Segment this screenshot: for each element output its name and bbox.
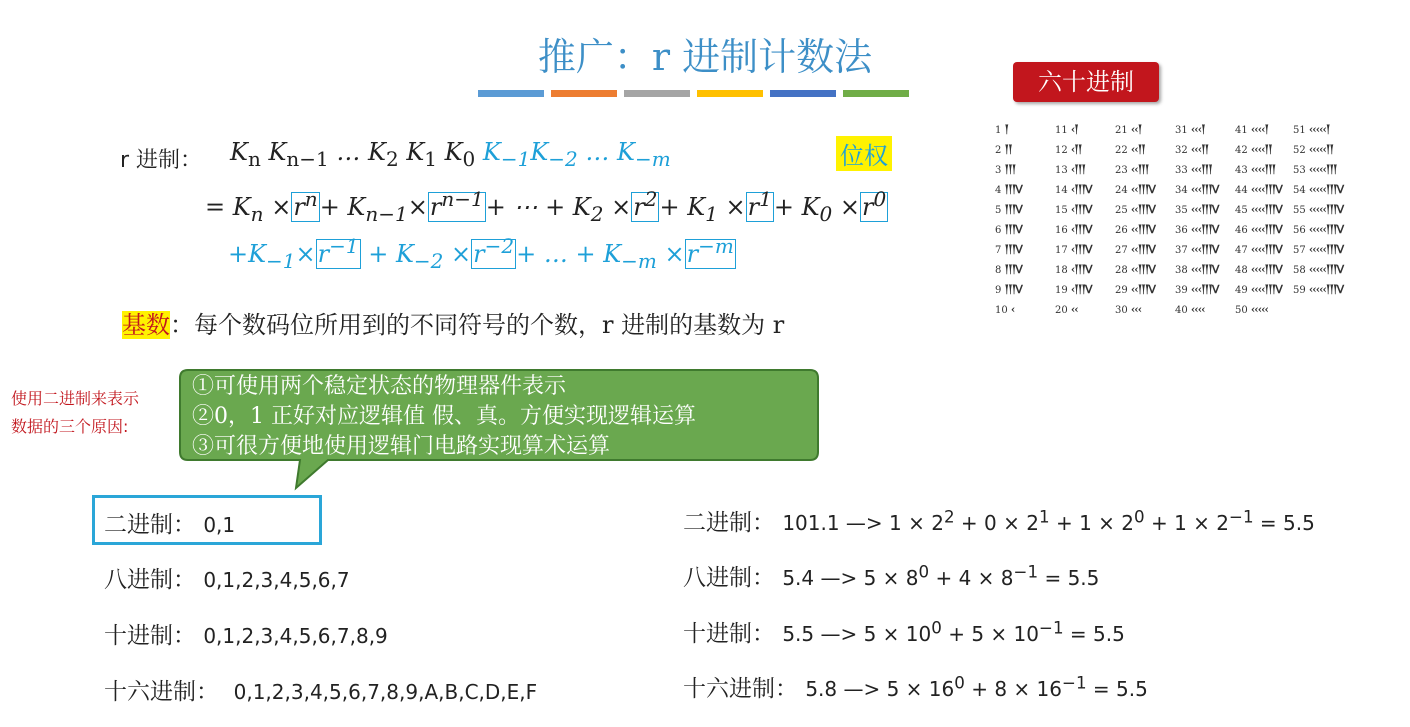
babylonian-numeral	[1175, 180, 1218, 200]
babylonian-numeral	[1175, 200, 1218, 220]
babylonian-numeral	[995, 280, 1022, 300]
cuneiform-glyph-icon: 𒁹𒁹𒁹ᐯ	[1004, 263, 1022, 276]
numeral-value: 8	[995, 265, 1005, 276]
babylonian-numeral	[1293, 140, 1343, 160]
babylonian-numeral	[995, 140, 1022, 160]
numeral-value: 3	[995, 165, 1005, 176]
cuneiform-glyph-icon: ‹‹‹‹‹𒁹	[1308, 123, 1330, 136]
numeral-value: 16	[1055, 225, 1071, 236]
babylonian-numeral	[1055, 280, 1092, 300]
babylonian-numeral	[1175, 280, 1218, 300]
babylonian-numeral	[1115, 160, 1155, 180]
reason-item: ②0，1 正好对应逻辑值 假、真。方便实现逻辑运算	[192, 404, 696, 429]
babylonian-numeral	[1055, 220, 1092, 240]
numeral-value: 21	[1115, 125, 1131, 136]
babylonian-numeral	[1115, 180, 1155, 200]
numeral-value: 51	[1293, 125, 1309, 136]
cuneiform-glyph-icon: ‹‹‹𒁹𒁹𒁹ᐯ	[1190, 243, 1219, 256]
expansion-formula-integer: = $K_n \times r^n+ K_{n-1}\times r^{n-1}+$ ⋯ + $K_2 \times r^2+ K_1 \times r^1+ K_0 \times r^0$	[205, 187, 887, 226]
numeral-value: 57	[1293, 245, 1309, 256]
babylonian-numeral	[1293, 260, 1343, 280]
accent-bar	[770, 90, 836, 97]
babylonian-numeral	[1055, 300, 1092, 320]
reasons-label-line2: 数据的三个原因:	[11, 417, 129, 436]
babylonian-numeral	[1055, 120, 1092, 140]
babylonian-numeral	[1115, 200, 1155, 220]
cuneiform-glyph-icon: ‹‹𒁹𒁹	[1130, 143, 1145, 156]
babylonian-numeral	[995, 260, 1022, 280]
cuneiform-glyph-icon: 𒁹𒁹𒁹ᐯ	[1004, 203, 1022, 216]
numeral-value: 56	[1293, 225, 1309, 236]
cuneiform-glyph-icon: ‹‹‹‹‹𒁹𒁹𒁹ᐯ	[1308, 203, 1344, 216]
babylonian-numeral	[1235, 120, 1282, 140]
numeral-value: 39	[1175, 285, 1191, 296]
cuneiform-glyph-icon: ‹‹‹‹𒁹𒁹𒁹ᐯ	[1250, 243, 1282, 256]
cuneiform-glyph-icon: 𒁹𒁹𒁹	[1004, 163, 1016, 176]
cuneiform-glyph-icon: ‹‹‹‹𒁹𒁹𒁹ᐯ	[1250, 183, 1282, 196]
sexagesimal-badge: 六十进制	[1013, 62, 1159, 102]
babylonian-numeral	[1293, 240, 1343, 260]
babylonian-column	[1293, 120, 1343, 300]
cuneiform-glyph-icon: ‹𒁹𒁹𒁹ᐯ	[1070, 223, 1092, 236]
cuneiform-glyph-icon: ‹‹𒁹𒁹𒁹ᐯ	[1130, 183, 1155, 196]
babylonian-numeral	[1055, 260, 1092, 280]
numeral-value: 47	[1235, 245, 1251, 256]
numeral-value: 14	[1055, 185, 1071, 196]
numeral-value: 31	[1175, 125, 1191, 136]
cuneiform-glyph-icon: 𒁹𒁹𒁹ᐯ	[1004, 243, 1022, 256]
cuneiform-glyph-icon: ‹‹‹‹‹𒁹𒁹𒁹ᐯ	[1308, 243, 1344, 256]
numeral-value: 40	[1175, 305, 1191, 316]
accent-bar	[551, 90, 617, 97]
cuneiform-glyph-icon: ‹‹‹‹‹𒁹𒁹𒁹ᐯ	[1308, 183, 1344, 196]
example-label: 二进制：	[683, 510, 775, 536]
cuneiform-glyph-icon: ‹𒁹	[1070, 123, 1078, 136]
numeral-value: 29	[1115, 285, 1131, 296]
babylonian-numeral	[1175, 300, 1218, 320]
babylonian-numeral	[995, 220, 1022, 240]
numeral-value: 2	[995, 145, 1005, 156]
accent-bar	[843, 90, 909, 97]
cuneiform-glyph-icon: ‹𒁹𒁹𒁹	[1070, 163, 1086, 176]
cuneiform-glyph-icon: ‹‹‹‹‹𒁹𒁹𒁹	[1308, 163, 1337, 176]
numeral-value: 33	[1175, 165, 1191, 176]
babylonian-numeral	[1235, 300, 1282, 320]
babylonian-numeral	[1055, 140, 1092, 160]
babylonian-numeral	[1115, 140, 1155, 160]
digit-set-row: 二进制： 0,1	[104, 512, 236, 538]
babylonian-column	[1235, 120, 1282, 320]
numeral-value: 4	[995, 185, 1005, 196]
numeral-value: 30	[1115, 305, 1131, 316]
reason-item: ③可很方便地使用逻辑门电路实现算术运算	[192, 434, 611, 459]
numeral-value: 53	[1293, 165, 1309, 176]
reasons-label-line1: 使用二进制来表示	[11, 389, 140, 408]
numeral-value: 35	[1175, 205, 1191, 216]
numeral-value: 49	[1235, 285, 1251, 296]
numeral-value: 42	[1235, 145, 1251, 156]
cuneiform-glyph-icon: ‹𒁹𒁹𒁹ᐯ	[1070, 243, 1092, 256]
conversion-example: 八进制： 5.4 —> $5 \times 8^0 + 4 \times 8^{-1} = 5.5$	[683, 562, 1100, 591]
cuneiform-glyph-icon: ‹𒁹𒁹𒁹ᐯ	[1070, 263, 1092, 276]
conversion-example: 十六进制： 5.8 —> $5 \times 16^0 + 8 \times 16^{-1} = 5.5$	[683, 673, 1148, 702]
example-label: 十进制：	[683, 621, 775, 647]
base-definition	[122, 305, 784, 340]
numeral-value: 38	[1175, 265, 1191, 276]
numeral-value: 58	[1293, 265, 1309, 276]
babylonian-numeral	[1055, 180, 1092, 200]
numeral-value: 10	[995, 305, 1011, 316]
babylonian-numeral	[1235, 260, 1282, 280]
numeral-value: 50	[1235, 305, 1251, 316]
cuneiform-glyph-icon: ‹‹‹𒁹𒁹𒁹	[1190, 163, 1212, 176]
accent-bar	[624, 90, 690, 97]
numeral-value: 27	[1115, 245, 1131, 256]
cuneiform-glyph-icon: ‹𒁹𒁹𒁹ᐯ	[1070, 203, 1092, 216]
babylonian-numeral	[1055, 240, 1092, 260]
cuneiform-glyph-icon: ‹‹𒁹𒁹𒁹ᐯ	[1130, 263, 1155, 276]
babylonian-numeral	[995, 200, 1022, 220]
cuneiform-glyph-icon: ‹‹‹𒁹𒁹𒁹ᐯ	[1190, 283, 1219, 296]
numeral-value: 15	[1055, 205, 1071, 216]
cuneiform-glyph-icon: ‹‹𒁹𒁹𒁹ᐯ	[1130, 223, 1155, 236]
babylonian-numeral	[1293, 180, 1343, 200]
numeral-value: 1	[995, 125, 1005, 136]
babylonian-column	[1175, 120, 1218, 320]
cuneiform-glyph-icon: ‹‹‹‹𒁹𒁹𒁹ᐯ	[1250, 203, 1282, 216]
numeral-value: 25	[1115, 205, 1131, 216]
babylonian-numeral	[1055, 200, 1092, 220]
digit-set-row: 八进制： 0,1,2,3,4,5,6,7	[104, 567, 350, 593]
cuneiform-glyph-icon: ‹‹‹𒁹𒁹𒁹ᐯ	[1190, 263, 1219, 276]
numeral-value: 36	[1175, 225, 1191, 236]
babylonian-numeral	[1175, 140, 1218, 160]
cuneiform-glyph-icon: ‹‹𒁹𒁹𒁹ᐯ	[1130, 203, 1155, 216]
babylonian-numeral	[1235, 220, 1282, 240]
cuneiform-glyph-icon: ‹‹‹‹‹𒁹𒁹	[1308, 143, 1334, 156]
babylonian-numeral	[1115, 220, 1155, 240]
babylonian-numeral-table	[995, 120, 1347, 360]
cuneiform-glyph-icon: ‹‹‹‹𒁹𒁹𒁹ᐯ	[1250, 223, 1282, 236]
cuneiform-glyph-icon: 𒁹𒁹𒁹ᐯ	[1004, 223, 1022, 236]
numeral-value: 55	[1293, 205, 1309, 216]
accent-bar	[478, 90, 544, 97]
numeral-value: 26	[1115, 225, 1131, 236]
cuneiform-glyph-icon: ‹‹‹‹𒁹	[1250, 123, 1269, 136]
numeral-value: 34	[1175, 185, 1191, 196]
numeral-value: 12	[1055, 145, 1071, 156]
babylonian-numeral	[1175, 160, 1218, 180]
accent-bar	[697, 90, 763, 97]
numeral-value: 9	[995, 285, 1005, 296]
babylonian-numeral	[995, 160, 1022, 180]
babylonian-numeral	[1175, 260, 1218, 280]
numeral-value: 5	[995, 205, 1005, 216]
digit-string-formula: $K_n$ $K_{n-1}$ … $K_2$ $K_1$ $K_0$ $K_{-1}K_{-2}$ … $K_{-m}$	[230, 138, 671, 171]
reasons-list	[192, 372, 696, 462]
numeral-value: 24	[1115, 185, 1131, 196]
numeral-value: 37	[1175, 245, 1191, 256]
cuneiform-glyph-icon: ‹‹‹‹‹𒁹𒁹𒁹ᐯ	[1308, 283, 1344, 296]
reasons-callout	[178, 368, 820, 462]
cuneiform-glyph-icon: ‹‹‹𒁹𒁹𒁹ᐯ	[1190, 223, 1219, 236]
babylonian-numeral	[1055, 160, 1092, 180]
page-title: 推广：r 进制计数法	[537, 35, 873, 79]
cuneiform-glyph-icon: ‹‹𒁹𒁹𒁹	[1130, 163, 1149, 176]
r-base-label: r 进制：	[120, 148, 203, 173]
expansion-formula-fraction: $+K_{-1}\times r^{-1} + K_{-2} \times r^{-2}+$ … + $K_{-m} \times r^{-m}$	[228, 234, 734, 273]
babylonian-numeral	[1235, 280, 1282, 300]
cuneiform-glyph-icon: ‹‹‹‹‹𒁹𒁹𒁹ᐯ	[1308, 223, 1344, 236]
cuneiform-glyph-icon: ‹‹‹‹𒁹𒁹𒁹	[1250, 163, 1276, 176]
numeral-value: 59	[1293, 285, 1309, 296]
babylonian-numeral	[1235, 160, 1282, 180]
numeral-value: 44	[1235, 185, 1251, 196]
babylonian-numeral	[1115, 300, 1155, 320]
numeral-value: 20	[1055, 305, 1071, 316]
numeral-value: 23	[1115, 165, 1131, 176]
conversion-example: 二进制： 101.1 —> $1 \times 2^2 + 0 \times 2^1 + 1 \times 2^0 + 1 \times 2^{-1} = 5.5$	[683, 507, 1315, 536]
babylonian-numeral	[1175, 240, 1218, 260]
babylonian-numeral	[1235, 240, 1282, 260]
example-label: 十六进制：	[683, 676, 798, 702]
numeral-value: 52	[1293, 145, 1309, 156]
numeral-value: 6	[995, 225, 1005, 236]
babylonian-numeral	[1115, 240, 1155, 260]
babylonian-numeral	[995, 180, 1022, 200]
numeral-value: 28	[1115, 265, 1131, 276]
babylonian-numeral	[1293, 120, 1343, 140]
babylonian-numeral	[995, 120, 1022, 140]
cuneiform-glyph-icon: 𒁹𒁹	[1004, 143, 1012, 156]
numeral-value: 11	[1055, 125, 1071, 136]
digit-set-row: 十六进制： 0,1,2,3,4,5,6,7,8,9,A,B,C,D,E,F	[104, 679, 538, 705]
cuneiform-glyph-icon: ‹‹‹𒁹𒁹𒁹ᐯ	[1190, 183, 1219, 196]
babylonian-numeral	[1293, 220, 1343, 240]
numeral-value: 41	[1235, 125, 1251, 136]
numeral-value: 18	[1055, 265, 1071, 276]
numeral-value: 19	[1055, 285, 1071, 296]
cuneiform-glyph-icon: ‹‹‹𒁹𒁹	[1190, 143, 1209, 156]
reason-item: ①可使用两个稳定状态的物理器件表示	[192, 374, 567, 399]
babylonian-numeral	[995, 240, 1022, 260]
cuneiform-glyph-icon: 𒁹𒁹𒁹ᐯ	[1004, 183, 1022, 196]
cuneiform-glyph-icon: ‹‹𒁹𒁹𒁹ᐯ	[1130, 243, 1155, 256]
cuneiform-glyph-icon: ‹𒁹𒁹	[1070, 143, 1082, 156]
babylonian-numeral	[1235, 140, 1282, 160]
cuneiform-glyph-icon: 𒁹	[1004, 123, 1009, 136]
numeral-value: 45	[1235, 205, 1251, 216]
reasons-label	[11, 385, 139, 441]
babylonian-numeral	[1235, 200, 1282, 220]
cuneiform-glyph-icon: ‹‹	[1070, 303, 1078, 316]
cuneiform-glyph-icon: ‹‹‹𒁹𒁹𒁹ᐯ	[1190, 203, 1219, 216]
babylonian-numeral	[1115, 120, 1155, 140]
babylonian-numeral	[1175, 220, 1218, 240]
weight-label: 位权	[836, 136, 892, 171]
cuneiform-glyph-icon: ‹‹𒁹	[1130, 123, 1142, 136]
numeral-value: 46	[1235, 225, 1251, 236]
babylonian-column	[1115, 120, 1155, 320]
cuneiform-glyph-icon: ‹‹‹‹𒁹𒁹𒁹ᐯ	[1250, 263, 1282, 276]
numeral-value: 17	[1055, 245, 1071, 256]
cuneiform-glyph-icon: ‹𒁹𒁹𒁹ᐯ	[1070, 183, 1092, 196]
babylonian-column	[1055, 120, 1092, 320]
babylonian-numeral	[1115, 260, 1155, 280]
numeral-value: 7	[995, 245, 1005, 256]
numeral-value: 48	[1235, 265, 1251, 276]
cuneiform-glyph-icon: ‹	[1010, 303, 1015, 316]
conversion-example: 十进制： 5.5 —> $5 \times 10^0 + 5 \times 10^{-1} = 5.5$	[683, 618, 1125, 647]
babylonian-numeral	[995, 300, 1022, 320]
cuneiform-glyph-icon: ‹‹‹‹𒁹𒁹	[1250, 143, 1272, 156]
digit-set-row: 十进制： 0,1,2,3,4,5,6,7,8,9	[104, 623, 388, 649]
cuneiform-glyph-icon: ‹𒁹𒁹𒁹ᐯ	[1070, 283, 1092, 296]
babylonian-column	[995, 120, 1022, 320]
numeral-value: 13	[1055, 165, 1071, 176]
babylonian-numeral	[1235, 180, 1282, 200]
cuneiform-glyph-icon: ‹‹‹𒁹	[1190, 123, 1205, 136]
numeral-value: 43	[1235, 165, 1251, 176]
numeral-value: 22	[1115, 145, 1131, 156]
cuneiform-glyph-icon: ‹‹‹‹𒁹𒁹𒁹ᐯ	[1250, 283, 1282, 296]
base-label: 基数	[122, 311, 170, 339]
cuneiform-glyph-icon: ‹‹𒁹𒁹𒁹ᐯ	[1130, 283, 1155, 296]
cuneiform-glyph-icon: ‹‹‹‹	[1190, 303, 1205, 316]
babylonian-numeral	[1293, 280, 1343, 300]
example-label: 八进制：	[683, 565, 775, 591]
babylonian-numeral	[1175, 120, 1218, 140]
babylonian-numeral	[1293, 200, 1343, 220]
base-definition-text: ：每个数码位所用到的不同符号的个数，r 进制的基数为 r	[170, 311, 785, 339]
cuneiform-glyph-icon: ‹‹‹‹‹𒁹𒁹𒁹ᐯ	[1308, 263, 1344, 276]
cuneiform-glyph-icon: ‹‹‹	[1130, 303, 1142, 316]
babylonian-numeral	[1115, 280, 1155, 300]
babylonian-numeral	[1293, 160, 1343, 180]
cuneiform-glyph-icon: 𒁹𒁹𒁹ᐯ	[1004, 283, 1022, 296]
cuneiform-glyph-icon: ‹‹‹‹‹	[1250, 303, 1268, 316]
numeral-value: 54	[1293, 185, 1309, 196]
numeral-value: 32	[1175, 145, 1191, 156]
